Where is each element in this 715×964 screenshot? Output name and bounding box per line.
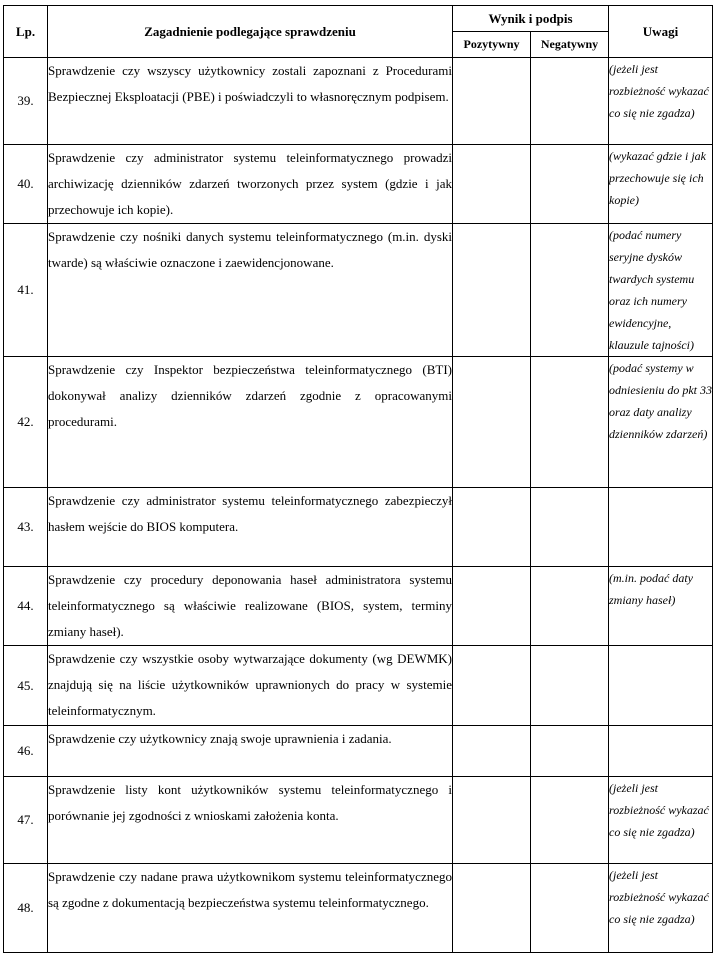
positive-cell[interactable]	[453, 224, 531, 357]
row-number: 42.	[4, 357, 48, 488]
row-topic: Sprawdzenie czy wszystkie osoby wytwarzające dokumenty (wg DEWMK) znajdują się na liście użytkowników uprawnionych do pracy w systemie teleinformatycznym.	[48, 646, 453, 726]
row-topic: Sprawdzenie czy administrator systemu teleinformatycznego prowadzi archiwizację dzienników zdarzeń tworzonych przez system (gdzie i jak przechowuje ich kopie).	[48, 145, 453, 224]
positive-cell[interactable]	[453, 777, 531, 864]
positive-cell[interactable]	[453, 58, 531, 145]
negative-cell[interactable]	[531, 224, 609, 357]
header-positive: Pozytywny	[453, 32, 531, 58]
table-row	[4, 567, 713, 646]
negative-cell[interactable]	[531, 145, 609, 224]
negative-cell[interactable]	[531, 567, 609, 646]
row-number: 40.	[4, 145, 48, 224]
row-note: (wykazać gdzie i jak przechowuje się ich kopie)	[609, 145, 713, 224]
row-note: (podać numery seryjne dysków twardych systemu oraz ich numery ewidencyjne, klauzule tajności)	[609, 224, 713, 357]
negative-cell[interactable]	[531, 726, 609, 777]
negative-cell[interactable]	[531, 357, 609, 488]
table-row	[4, 864, 713, 953]
row-topic: Sprawdzenie listy kont użytkowników systemu teleinformatycznego i porównanie jej zgodności z wnioskami założenia konta.	[48, 777, 453, 864]
row-topic: Sprawdzenie czy nośniki danych systemu teleinformatycznego (m.in. dyski twarde) są właściwie oznaczone i zaewidencjonowane.	[48, 224, 453, 357]
header-lp: Lp.	[4, 6, 48, 58]
table-row	[4, 145, 713, 224]
row-note: (jeżeli jest rozbieżność wykazać co się nie zgadza)	[609, 777, 713, 864]
row-topic: Sprawdzenie czy nadane prawa użytkownikom systemu teleinformatycznego są zgodne z dokumentacją bezpieczeństwa systemu teleinformatycznego.	[48, 864, 453, 953]
table-row	[4, 488, 713, 567]
row-note	[609, 646, 713, 726]
row-number: 41.	[4, 224, 48, 357]
negative-cell[interactable]	[531, 58, 609, 145]
row-topic: Sprawdzenie czy wszyscy użytkownicy zostali zapoznani z Procedurami Bezpiecznej Eksploatacji (PBE) i poświadczyli to własnoręcznym podpisem.	[48, 58, 453, 145]
negative-cell[interactable]	[531, 777, 609, 864]
negative-cell[interactable]	[531, 864, 609, 953]
table-row	[4, 726, 713, 777]
table-row	[4, 58, 713, 145]
positive-cell[interactable]	[453, 488, 531, 567]
row-number: 45.	[4, 646, 48, 726]
header-topic: Zagadnienie podlegające sprawdzeniu	[48, 6, 453, 58]
row-number: 39.	[4, 58, 48, 145]
checklist-table	[3, 5, 713, 953]
row-topic: Sprawdzenie czy procedury deponowania haseł administratora systemu teleinformatycznego są właściwie realizowane (BIOS, system, terminy zmiany haseł).	[48, 567, 453, 646]
row-topic: Sprawdzenie czy Inspektor bezpieczeństwa teleinformatycznego (BTI) dokonywał analizy dzienników zdarzeń zgodnie z opracowanymi procedurami.	[48, 357, 453, 488]
row-number: 44.	[4, 567, 48, 646]
positive-cell[interactable]	[453, 726, 531, 777]
header-negative: Negatywny	[531, 32, 609, 58]
header-result: Wynik i podpis	[453, 6, 609, 32]
row-topic: Sprawdzenie czy użytkownicy znają swoje uprawnienia i zadania.	[48, 726, 453, 777]
row-note	[609, 726, 713, 777]
table-row	[4, 646, 713, 726]
table-row	[4, 777, 713, 864]
positive-cell[interactable]	[453, 864, 531, 953]
row-note: (podać systemy w odniesieniu do pkt 33 oraz daty analizy dzienników zdarzeń)	[609, 357, 713, 488]
row-number: 46.	[4, 726, 48, 777]
row-note: (jeżeli jest rozbieżność wykazać co się nie zgadza)	[609, 864, 713, 953]
negative-cell[interactable]	[531, 488, 609, 567]
row-number: 48.	[4, 864, 48, 953]
positive-cell[interactable]	[453, 357, 531, 488]
row-number: 43.	[4, 488, 48, 567]
positive-cell[interactable]	[453, 145, 531, 224]
table-row	[4, 357, 713, 488]
header-notes: Uwagi	[609, 6, 713, 58]
row-note: (m.in. podać daty zmiany haseł)	[609, 567, 713, 646]
row-note: (jeżeli jest rozbieżność wykazać co się nie zgadza)	[609, 58, 713, 145]
positive-cell[interactable]	[453, 567, 531, 646]
row-topic: Sprawdzenie czy administrator systemu teleinformatycznego zabezpieczył hasłem wejście do BIOS komputera.	[48, 488, 453, 567]
row-number: 47.	[4, 777, 48, 864]
positive-cell[interactable]	[453, 646, 531, 726]
negative-cell[interactable]	[531, 646, 609, 726]
table-row	[4, 224, 713, 357]
row-note	[609, 488, 713, 567]
